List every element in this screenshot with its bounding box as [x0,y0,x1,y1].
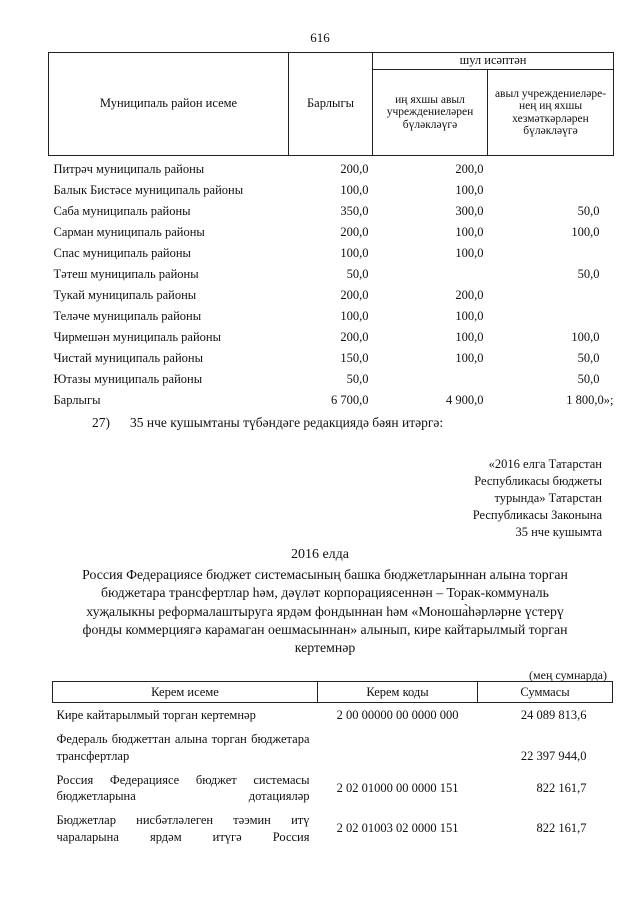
table-row [49,219,614,240]
employees-value: 1 800,0»; [566,393,614,407]
revenue-sum: 24 089 813,6 [520,708,587,722]
employees-value: 100,0 [571,225,600,239]
district-name: Чистай муниципаль районы [53,351,203,365]
appendix-line: 35 нче кушымта [515,524,602,539]
table-row [49,303,614,324]
table-row [49,261,614,282]
total-value: 100,0 [340,246,369,260]
institutions-value: 4 900,0 [446,393,484,407]
total-value: 100,0 [340,183,369,197]
institutions-value: 100,0 [455,225,484,239]
district-name: Саба муниципаль районы [53,204,191,218]
header-revenue-name: Керем исеме [53,682,318,703]
revenue-name: Федераль бюджеттан алына торган бюджетара трансфертлар [56,732,310,763]
section-title [55,566,595,658]
district-name: Ютазы муниципаль районы [53,372,203,386]
employees-value [488,240,614,261]
table-row [49,324,614,345]
table-total-row [49,387,614,408]
total-value: 200,0 [340,330,369,344]
table-row [49,156,614,178]
table-row [53,727,613,768]
revenue-code: 2 00 00000 00 0000 000 [336,708,459,722]
appendix-line: Республикасы бюджеты [474,473,602,488]
header-revenue-sum: Суммасы [478,682,613,703]
employees-value: 50,0 [577,351,600,365]
employees-value: 50,0 [577,372,600,386]
item-text: 35 нче кушымтаны түбәндәге редакциядә бәян итәргә: [130,415,444,430]
district-name: Чирмешән муниципаль районы [53,330,221,344]
district-name: Балык Бистәсе муниципаль районы [53,183,244,197]
appendix-line: турында» Татарстан [494,490,602,505]
appendix-reference [402,456,602,540]
title-line: фонды коммерциягә карамаган оешмасыннан» алынып, кире кайтарылмый торган [82,622,568,638]
total-value: 350,0 [340,204,369,218]
district-name: Питрәч муниципаль районы [53,162,205,176]
item-27 [92,415,443,431]
institutions-value: 100,0 [455,309,484,323]
total-value: 6 700,0 [331,393,369,407]
section-year: 2016 елда [290,547,350,562]
total-value: 200,0 [340,162,369,176]
district-name: Тәтеш муниципаль районы [53,267,199,281]
header-district: Муниципаль район исеме [49,53,289,156]
header-best-employees: авыл учреждениеләре-нең иң яхшы хезмәткәрләрен бүләкләүгә [488,70,614,156]
item-number: 27) [92,415,110,430]
title-line: Россия Федерациясе бюджет системасының башка бюджетларыннан алына торган [82,567,568,582]
revenue-code [318,727,478,768]
table-row [49,366,614,387]
table-row [49,345,614,366]
district-name: Спас муниципаль районы [53,246,191,260]
header-total: Барлыгы [289,53,373,156]
revenue-name: Россия Федерациясе бюджет системасы бюджетларына дотацияләр [56,772,310,803]
table-row [53,808,613,849]
employees-value [488,303,614,324]
employees-value [488,177,614,198]
title-line: бюджетара трансфертлар һәм, дәүләт корпорациясеннән – Торак-коммуналь [101,585,549,601]
institutions-value: 200,0 [455,288,484,302]
employees-value: 100,0 [571,330,600,344]
institutions-value: 100,0 [455,351,484,365]
institutions-value [373,366,488,387]
institutions-value [373,261,488,282]
institutions-value: 100,0 [455,330,484,344]
table-row [49,282,614,303]
district-name: Теләче муниципаль районы [53,309,202,323]
table-row [49,240,614,261]
employees-value: 50,0 [577,204,600,218]
revenue-name: Кире кайтарылмый торган кертемнәр [56,708,256,722]
page-number: 616 [310,30,330,45]
revenue-code: 2 02 01000 00 0000 151 [336,780,459,795]
total-value: 200,0 [340,225,369,239]
table-row [53,703,613,728]
district-awards-table [48,52,614,408]
employees-value [488,156,614,178]
table-row [53,768,613,809]
table-row [49,198,614,219]
table-row [49,177,614,198]
revenue-table [52,681,613,849]
revenue-name: Бюджетлар нисбәтләлеген тәэмин итү чараларына ярдәм итүгә Россия [56,813,310,844]
employees-value: 50,0 [577,267,600,281]
header-revenue-code: Керем коды [318,682,478,703]
total-value: 200,0 [340,288,369,302]
revenue-sum: 22 397 944,0 [520,748,587,763]
district-name: Сарман муниципаль районы [53,225,205,239]
institutions-value: 200,0 [455,162,484,176]
institutions-value: 100,0 [455,246,484,260]
total-value: 50,0 [346,372,369,386]
title-line: хуҗалыкны реформалаштыруга ярдәм фондыннан һәм «Моноша̀һәрләрне үстерү [86,603,564,619]
header-best-institutions: иң яхшы авыл учреждениеләрен бүләкләүгә [373,70,488,156]
title-line: кертемнәр [294,640,356,656]
total-value: 100,0 [340,309,369,323]
employees-value [488,282,614,303]
total-value: 150,0 [340,351,369,365]
appendix-line: Республикасы Законына [472,507,602,522]
total-value: 50,0 [346,267,369,281]
header-including: шул исәптән [373,53,614,70]
units-note: (мең сумнарда) [529,668,607,682]
appendix-line: «2016 елга Татарстан [488,457,602,471]
revenue-code: 2 02 01003 02 0000 151 [336,821,459,836]
revenue-sum: 822 161,7 [536,780,587,795]
institutions-value: 300,0 [455,204,484,218]
total-label: Барлыгы [53,393,101,407]
revenue-sum: 822 161,7 [536,821,587,836]
institutions-value: 100,0 [455,183,484,197]
district-name: Тукай муниципаль районы [53,288,197,302]
